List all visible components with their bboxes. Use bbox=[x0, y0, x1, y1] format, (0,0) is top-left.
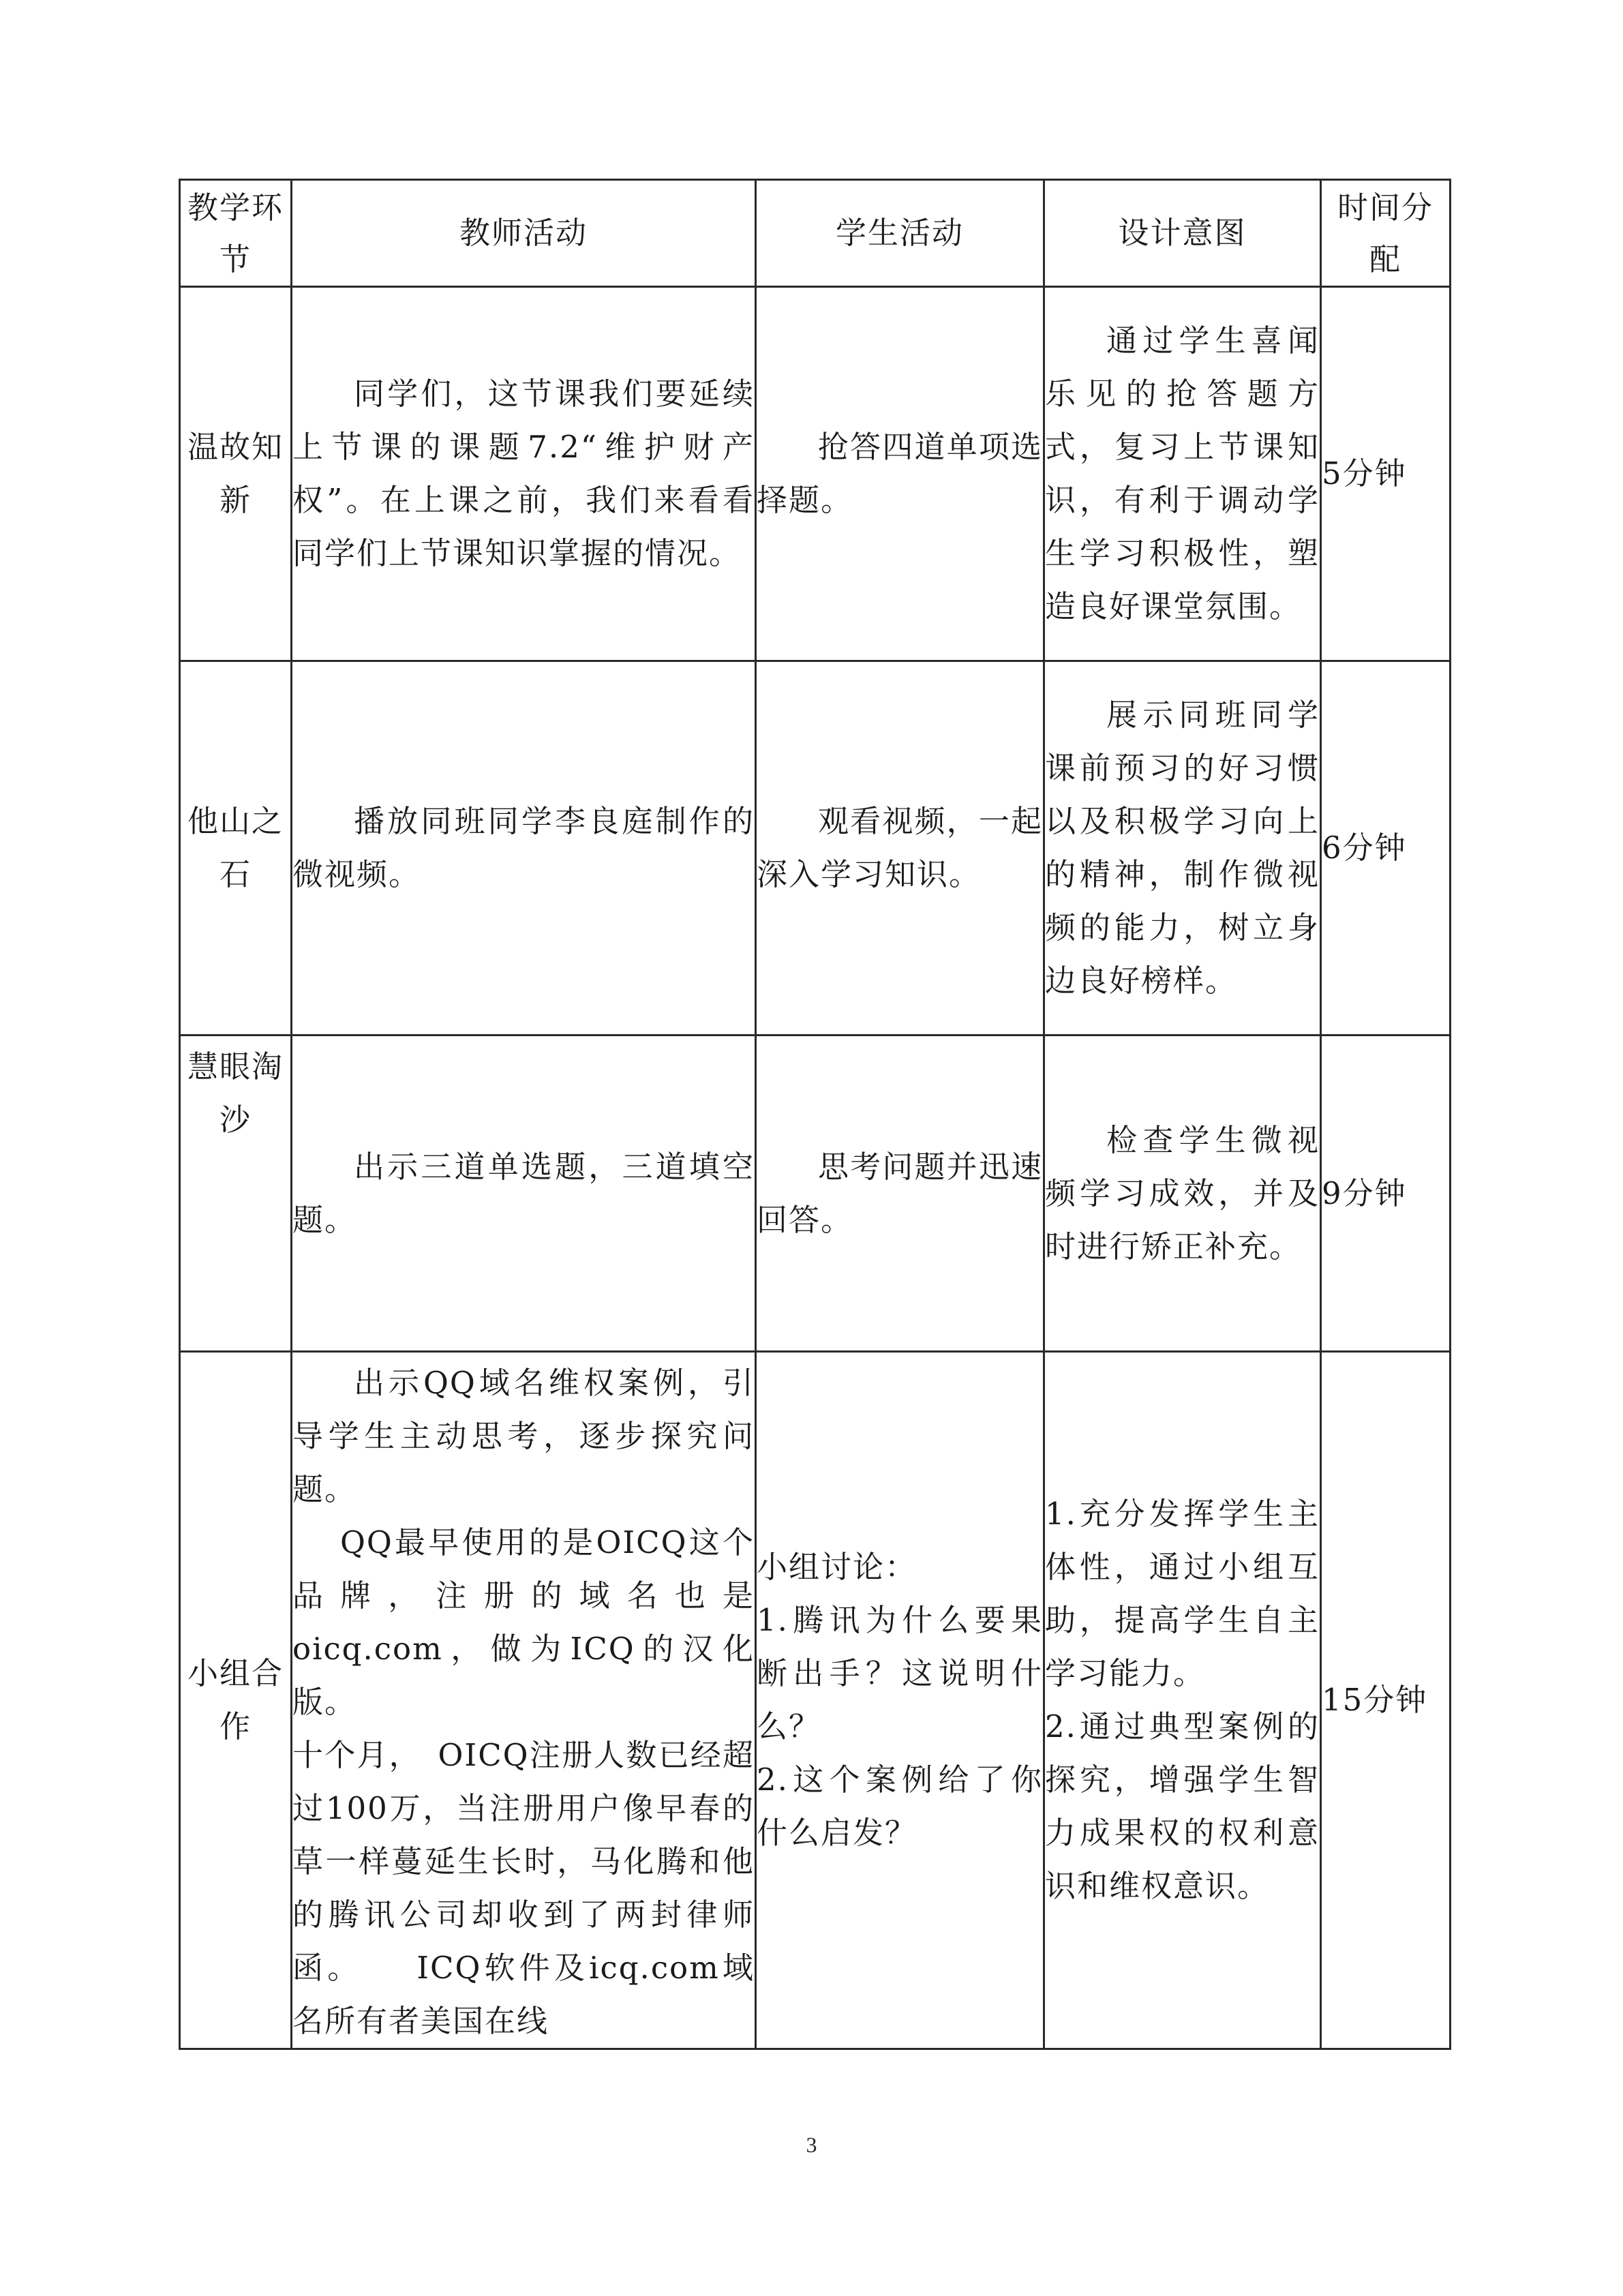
student-activity bbox=[756, 661, 1044, 1036]
teacher-paragraph: 出示三道单选题，三道填空题。 bbox=[292, 1148, 755, 1238]
section-name: 他山之石 bbox=[180, 661, 292, 1036]
table-row bbox=[180, 287, 1451, 661]
teacher-paragraph: 播放同班同学李良庭制作的微视频。 bbox=[292, 803, 755, 892]
student-paragraph: 抢答四道单项选择题。 bbox=[757, 429, 1043, 518]
header-section: 教学环节 bbox=[180, 180, 292, 287]
design-intent bbox=[1044, 287, 1321, 661]
table-header-row bbox=[180, 180, 1451, 287]
teacher-activity bbox=[292, 287, 756, 661]
header-student-activity: 学生活动 bbox=[756, 180, 1044, 287]
design-intent bbox=[1044, 1036, 1321, 1352]
design-intent bbox=[1044, 1352, 1321, 2049]
section-name: 温故知新 bbox=[180, 287, 292, 661]
section-name: 小组合作 bbox=[180, 1352, 292, 2049]
teacher-activity bbox=[292, 661, 756, 1036]
teacher-paragraph: 同学们，这节课我们要延续上节课的课题7.2“维护财产权”。在上课之前，我们来看看同学们上节课知识掌握的情况。 bbox=[292, 376, 755, 571]
student-paragraph: 2.这个案例给了你什么启发？ bbox=[757, 1762, 1043, 1851]
header-design-intent: 设计意图 bbox=[1044, 180, 1321, 287]
lesson-plan-table bbox=[179, 179, 1451, 2050]
header-time: 时间分配 bbox=[1321, 180, 1451, 287]
teacher-activity bbox=[292, 1036, 756, 1352]
intent-paragraph: 检查学生微视频学习成效，并及时进行矫正补充。 bbox=[1045, 1121, 1320, 1265]
student-paragraph: 观看视频，一起深入学习知识。 bbox=[757, 803, 1043, 892]
header-teacher-activity: 教师活动 bbox=[292, 180, 756, 287]
student-paragraph: 思考问题并迅速回答。 bbox=[757, 1148, 1043, 1238]
table-row bbox=[180, 1352, 1451, 2049]
table-row bbox=[180, 1036, 1451, 1352]
student-activity bbox=[756, 287, 1044, 661]
student-activity bbox=[756, 1036, 1044, 1352]
table-row bbox=[180, 661, 1451, 1036]
intent-paragraph: 2.通过典型案例的探究，增强学生智力成果权的权利意识和维权意识。 bbox=[1045, 1708, 1320, 1904]
intent-paragraph: 展示同班同学课前预习的好习惯以及积极学习向上的精神，制作微视频的能力，树立身边良好榜样。 bbox=[1045, 697, 1320, 999]
teacher-paragraph: QQ最早使用的是OICQ这个品牌，注册的域名也是oicq.com，做为ICQ的汉化版。 bbox=[292, 1524, 755, 1720]
page-number: 3 bbox=[806, 2132, 817, 2157]
student-activity bbox=[756, 1352, 1044, 2049]
student-paragraph: 1.腾讯为什么要果断出手？这说明什么？ bbox=[757, 1602, 1043, 1744]
intent-paragraph: 通过学生喜闻乐见的抢答题方式，复习上节课知识，有利于调动学生学习积极性，塑造良好课堂氛围。 bbox=[1045, 322, 1320, 624]
student-paragraph: 小组讨论： bbox=[757, 1549, 917, 1585]
teacher-activity bbox=[292, 1352, 756, 2049]
intent-paragraph: 1.充分发挥学生主体性，通过小组互助，提高学生自主学习能力。 bbox=[1045, 1496, 1320, 1691]
time-allocation: 6分钟 bbox=[1321, 661, 1451, 1036]
time-allocation: 5分钟 bbox=[1321, 287, 1451, 661]
time-allocation: 9分钟 bbox=[1321, 1036, 1451, 1352]
design-intent bbox=[1044, 661, 1321, 1036]
time-allocation: 15分钟 bbox=[1321, 1352, 1451, 2049]
teacher-paragraph: 出示QQ域名维权案例，引导学生主动思考，逐步探究问题。 bbox=[292, 1365, 755, 1507]
teacher-paragraph: 十个月， OICQ注册人数已经超过100万，当注册用户像早春的草一样蔓延生长时，马化腾和他的腾讯公司却收到了两封律师函。 ICQ软件及icq.com域名所有者美国在线 bbox=[292, 1737, 755, 2039]
section-name: 慧眼淘沙 bbox=[180, 1036, 292, 1352]
